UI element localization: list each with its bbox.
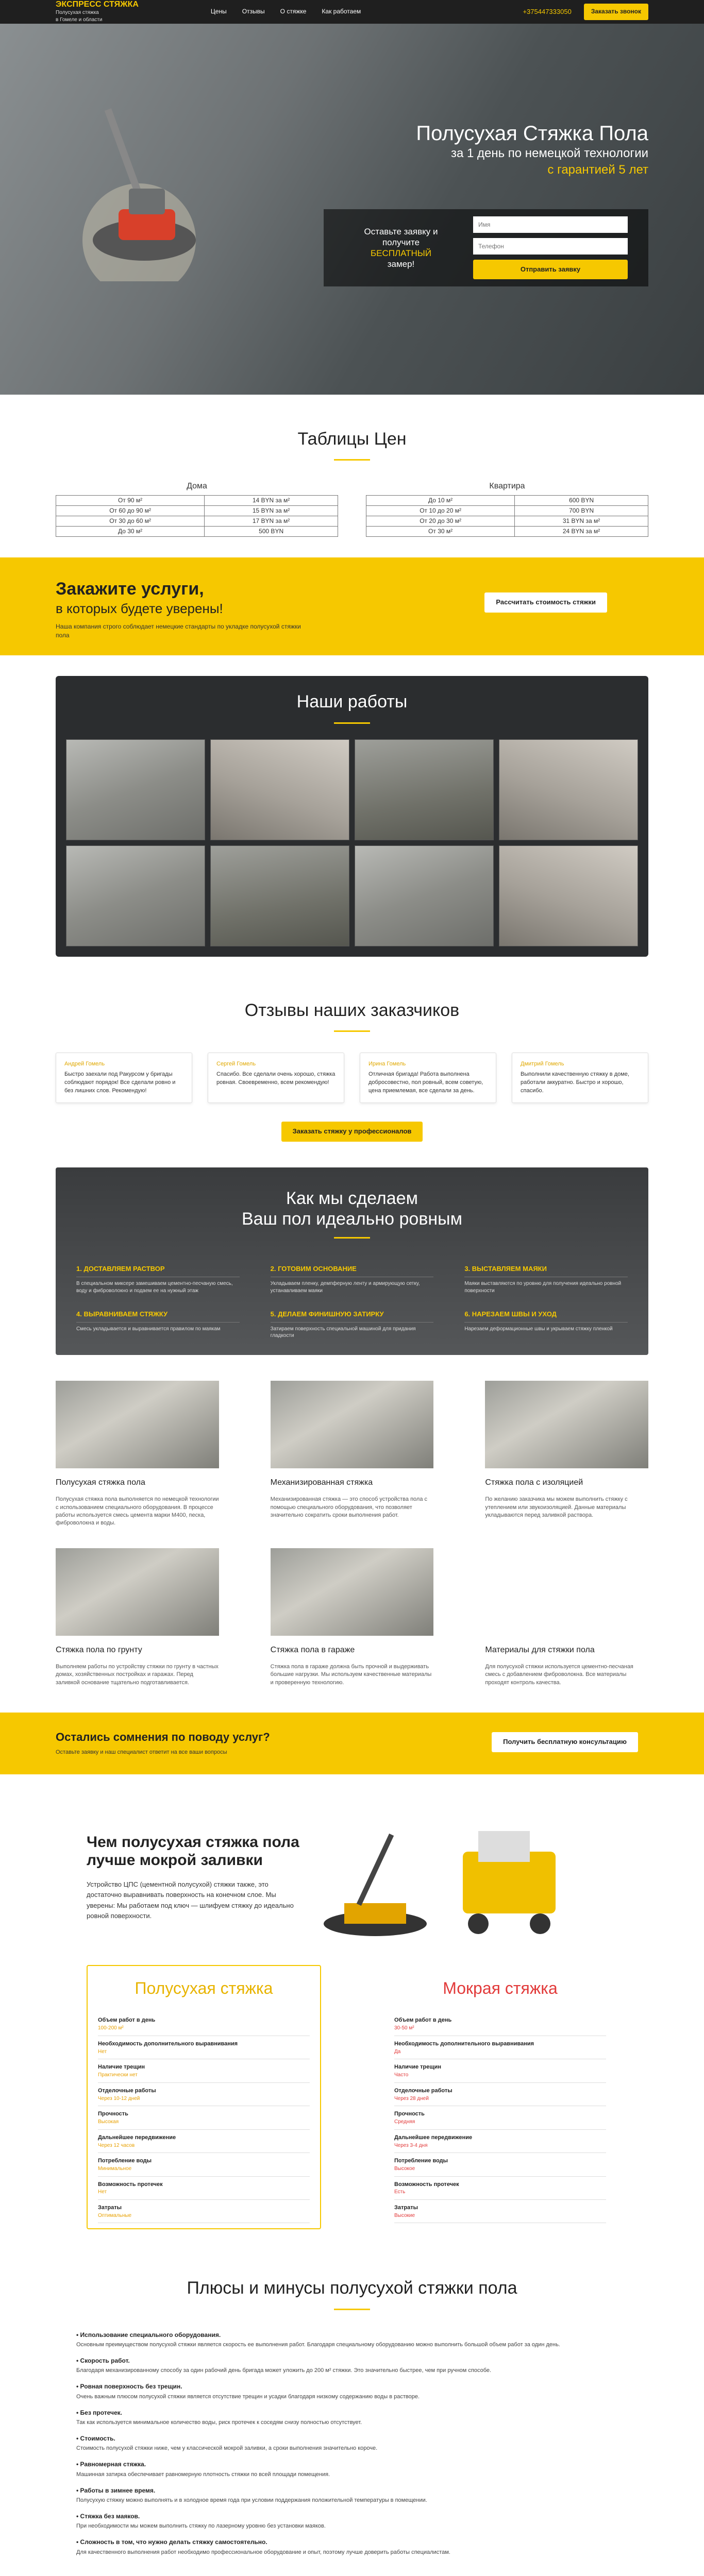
type-card bbox=[271, 1381, 434, 1528]
work-photo[interactable] bbox=[499, 845, 638, 946]
compare-row bbox=[394, 2153, 606, 2176]
type-title: Полусухая стяжка пола bbox=[56, 1478, 145, 1487]
price-cell: От 90 м² bbox=[56, 496, 205, 506]
pros-text: Для качественного выполнения работ необходимо профессиональное оборудование и опыт, поэтому лучше доверить работы специалистам. bbox=[76, 2549, 450, 2555]
review-author: Дмитрий Гомель bbox=[521, 1061, 564, 1067]
steps-list bbox=[76, 1264, 628, 1340]
compare-value: Средняя bbox=[394, 2119, 415, 2125]
compare-key: Затраты bbox=[98, 2204, 122, 2211]
compare-key: Прочность bbox=[394, 2111, 425, 2117]
compare-value: 100-200 м² bbox=[98, 2025, 124, 2031]
compare-value: Оптимальные bbox=[98, 2212, 132, 2218]
hero-section bbox=[0, 24, 704, 395]
compare-row bbox=[98, 2200, 310, 2223]
review-card bbox=[208, 1053, 344, 1103]
type-photo bbox=[485, 1548, 648, 1636]
review-text: Спасибо. Все сделали очень хорошо, стяжка ровная. Своевременно, всем рекомендую! bbox=[216, 1071, 336, 1086]
step-heading: 1. ДОСТАВЛЯЕМ РАСТВОР bbox=[76, 1264, 240, 1277]
semi-dry-title: Полусухая стяжка bbox=[135, 1979, 273, 1998]
compare-key: Наличие трещин bbox=[394, 2064, 442, 2071]
step-item bbox=[271, 1310, 434, 1340]
reviews-title: Отзывы наших заказчиков bbox=[244, 1000, 460, 1020]
pros-item bbox=[76, 2357, 628, 2375]
title-underline bbox=[334, 1030, 370, 1032]
compare-value: Есть bbox=[394, 2189, 406, 2195]
compare-key: Потребление воды bbox=[98, 2158, 152, 2164]
title-underline bbox=[334, 459, 370, 461]
pros-item bbox=[76, 2331, 628, 2349]
flat-price-table bbox=[366, 495, 648, 537]
type-card bbox=[56, 1548, 219, 1687]
price-cell: От 30 до 60 м² bbox=[56, 516, 205, 527]
price-cell: До 30 м² bbox=[56, 527, 205, 537]
types-list bbox=[56, 1381, 648, 1687]
compare-value: Через 12 часов bbox=[98, 2142, 135, 2148]
compare-value: Нет bbox=[98, 2048, 107, 2055]
price-cell: 14 BYN за м² bbox=[205, 496, 338, 506]
compare-row bbox=[394, 2059, 606, 2082]
compare-value: Практически нет bbox=[98, 2072, 138, 2078]
compare-key: Прочность bbox=[98, 2111, 128, 2117]
pros-item bbox=[76, 2434, 628, 2453]
compare-value: 30-50 м² bbox=[394, 2025, 414, 2031]
review-card bbox=[56, 1053, 192, 1103]
compare-value: Через 3-4 дня bbox=[394, 2142, 428, 2148]
order-title-1: Закажите услуги, bbox=[56, 579, 204, 599]
title-underline bbox=[334, 1237, 370, 1239]
compare-key: Отделочные работы bbox=[394, 2087, 452, 2094]
work-photo[interactable] bbox=[499, 739, 638, 840]
step-item bbox=[271, 1264, 434, 1294]
works-section bbox=[0, 655, 704, 982]
compare-row bbox=[394, 2106, 606, 2129]
site-header bbox=[0, 0, 704, 24]
lead-form bbox=[324, 209, 648, 286]
calc-cost-button[interactable]: Рассчитать стоимость стяжки bbox=[484, 592, 607, 613]
step-text: Затираем поверхность специальной машиной для придания гладкости bbox=[270, 1326, 416, 1339]
title-underline bbox=[334, 2309, 370, 2310]
steps-box bbox=[56, 1167, 648, 1355]
compare-intro bbox=[56, 1810, 648, 1944]
type-text: Полусухая стяжка пола выполняется по немецкой технологии с использованием специального оборудования. В процессе работы используется смесь цемента марки М400, песка, фиброволокна и воды. bbox=[56, 1496, 219, 1527]
type-photo bbox=[271, 1548, 434, 1636]
consult-text: Оставьте заявку и наш специалист ответит на все ваши вопросы bbox=[56, 1749, 227, 1755]
type-photo bbox=[271, 1381, 434, 1468]
trowel-machine-icon bbox=[313, 1810, 437, 1944]
step-item bbox=[76, 1310, 240, 1340]
compare-key: Необходимость дополнительного выравнивания bbox=[394, 2040, 534, 2047]
compare-text: Устройство ЦПС (цементной полусухой) стяжки также, это достаточно выравнивать поверхность на конечном слое. Мы уверены: Мы работаем под ключ — шлифуем стяжку до идеально ровной поверхности. bbox=[87, 1880, 294, 1920]
price-cell: От 10 до 20 м² bbox=[366, 506, 515, 516]
house-table-title: Дома bbox=[187, 482, 207, 491]
review-text: Выполнили качественную стяжку в доме, работали аккуратно. Быстро и хорошо, спасибо. bbox=[521, 1071, 629, 1094]
type-title: Стяжка пола по грунту bbox=[56, 1645, 142, 1654]
step-text: Укладываем пленку, демпферную ленту и армирующую сетку, устанавливаем маяки bbox=[270, 1281, 420, 1294]
wet-title: Мокрая стяжка bbox=[443, 1979, 558, 1998]
step-item bbox=[464, 1264, 628, 1294]
work-photo[interactable] bbox=[210, 739, 349, 840]
pros-heading: • Без протечек. bbox=[76, 2409, 122, 2416]
price-cell: От 20 до 30 м² bbox=[366, 516, 515, 527]
compare-value: Через 28 дней bbox=[394, 2095, 429, 2102]
compare-row bbox=[98, 2130, 310, 2153]
compare-value: Высокое bbox=[394, 2166, 415, 2172]
logo[interactable] bbox=[56, 1, 139, 23]
step-heading: 5. ДЕЛАЕМ ФИНИШНУЮ ЗАТИРКУ bbox=[271, 1310, 434, 1323]
price-cell: 600 BYN bbox=[515, 496, 648, 506]
house-table bbox=[56, 480, 338, 537]
work-photo[interactable] bbox=[66, 739, 205, 840]
compare-row bbox=[98, 2036, 310, 2059]
compare-key: Дальнейшее передвижение bbox=[98, 2134, 176, 2141]
compare-value: Да bbox=[394, 2048, 401, 2055]
semi-dry-column bbox=[87, 1965, 321, 2229]
form-caption-1: Оставьте заявку и bbox=[364, 226, 438, 236]
compare-row bbox=[394, 2083, 606, 2106]
work-photo[interactable] bbox=[355, 739, 494, 840]
type-title: Материалы для стяжки пола bbox=[485, 1645, 595, 1654]
form-fields bbox=[473, 216, 628, 280]
step-item bbox=[464, 1310, 628, 1340]
review-author: Ирина Гомель bbox=[368, 1061, 406, 1067]
compare-value: Минимальное bbox=[98, 2166, 132, 2172]
type-card bbox=[485, 1381, 648, 1528]
pros-text: При необходимости мы можем выполнить стяжку по лазерному уровню без установки маяков. bbox=[76, 2523, 326, 2530]
hero-subtitle: за 1 день по немецкой технологии bbox=[450, 146, 648, 160]
pros-text: Машинная затирка обеспечивает равномерную плотность стяжки по всей площади помещения. bbox=[76, 2471, 330, 2478]
price-cell: От 60 до 90 м² bbox=[56, 506, 205, 516]
work-photo[interactable] bbox=[66, 845, 205, 946]
pros-heading: • Сложность в том, что нужно делать стяжку самостоятельно. bbox=[76, 2538, 267, 2546]
price-cell: 15 BYN за м² bbox=[205, 506, 338, 516]
compare-key: Объем работ в день bbox=[98, 2017, 156, 2024]
prices-title: Таблицы Цен bbox=[297, 429, 407, 449]
steps-title-1: Как мы сделаем bbox=[286, 1188, 418, 1208]
table-row bbox=[366, 527, 648, 537]
pros-heading: • Стяжка без маяков. bbox=[76, 2512, 140, 2520]
pros-heading: • Стоимость. bbox=[76, 2435, 115, 2442]
pros-title: Плюсы и минусы полусухой стяжки пола bbox=[187, 2278, 517, 2298]
work-photo[interactable] bbox=[210, 845, 349, 946]
compare-value: Часто bbox=[394, 2072, 409, 2078]
pros-item bbox=[76, 2512, 628, 2531]
phone-input[interactable] bbox=[473, 238, 628, 255]
pros-item bbox=[76, 2409, 628, 2427]
flat-table bbox=[366, 480, 648, 537]
hero-title: Полусухая Стяжка Пола bbox=[416, 122, 648, 145]
works-box bbox=[56, 676, 648, 956]
logo-sub2: в Гомеле и области bbox=[56, 17, 103, 23]
hero-guarantee: с гарантией 5 лет bbox=[547, 163, 648, 177]
reviews-list bbox=[56, 1053, 648, 1103]
logo-text: ЭКСПРЕСС СТЯЖКА bbox=[56, 0, 139, 9]
compare-row bbox=[394, 2200, 606, 2223]
prices-section bbox=[0, 395, 704, 557]
wet-column bbox=[383, 1965, 617, 2229]
type-text: По желанию заказчика мы можем выполнить стяжку с утеплением или звукоизоляцией. Данные материалы укладываются перед заливкой раствора. bbox=[485, 1496, 628, 1518]
review-text: Отличная бригада! Работа выполнена добросовестно, пол ровный, всем советую, цена приемлемая, все сделали за день. bbox=[368, 1071, 483, 1094]
compare-key: Потребление воды bbox=[394, 2158, 448, 2164]
pros-heading: • Равномерная стяжка. bbox=[76, 2461, 146, 2468]
work-photo[interactable] bbox=[355, 845, 494, 946]
price-cell: До 10 м² bbox=[366, 496, 515, 506]
order-title-2: в которых будете уверены! bbox=[56, 601, 223, 617]
price-cell: 24 BYN за м² bbox=[515, 527, 648, 537]
compare-title: Чем полусухая стяжка пола лучше мокрой заливки bbox=[87, 1834, 299, 1869]
pros-section bbox=[0, 2250, 704, 2576]
price-cell: 17 BYN за м² bbox=[205, 516, 338, 527]
table-row bbox=[366, 506, 648, 516]
compare-key: Возможность протечек bbox=[394, 2181, 459, 2188]
compare-row bbox=[394, 2130, 606, 2153]
table-row bbox=[56, 506, 338, 516]
type-photo bbox=[56, 1381, 219, 1468]
types-section bbox=[0, 1370, 704, 1697]
pros-heading: • Ровная поверхность без трещин. bbox=[76, 2383, 182, 2391]
compare-value: Через 10-12 дней bbox=[98, 2095, 140, 2102]
type-title: Механизированная стяжка bbox=[270, 1478, 373, 1487]
compare-row bbox=[98, 2012, 310, 2036]
pros-heading: • Скорость работ. bbox=[76, 2357, 130, 2365]
review-card bbox=[360, 1053, 496, 1103]
name-input[interactable] bbox=[473, 216, 628, 233]
table-row bbox=[366, 516, 648, 527]
works-gallery bbox=[66, 739, 638, 946]
compare-row bbox=[394, 2012, 606, 2036]
nav-reviews[interactable]: Отзывы bbox=[242, 8, 265, 15]
nav-how[interactable]: Как работаем bbox=[322, 8, 361, 15]
compare-key: Дальнейшее передвижение bbox=[394, 2134, 473, 2141]
compare-row bbox=[98, 2177, 310, 2200]
pros-text: Очень важным плюсом полусухой стяжки является отсутствие трещин и усадки благодаря низкому содержанию воды в растворе. bbox=[76, 2393, 420, 2400]
step-heading: 3. ВЫСТАВЛЯЕМ МАЯКИ bbox=[464, 1264, 628, 1277]
type-title: Стяжка пола с изоляцией bbox=[485, 1478, 583, 1487]
pros-item bbox=[76, 2382, 628, 2401]
form-caption-2: получите bbox=[382, 237, 420, 247]
pros-text: Основным преимуществом полусухой стяжки является скорость ее выполнения работ. Благодаря специальному оборудованию можно выполнить большой объем работ за один день. bbox=[76, 2342, 560, 2348]
type-photo bbox=[56, 1548, 219, 1636]
step-heading: 2. ГОТОВИМ ОСНОВАНИЕ bbox=[271, 1264, 434, 1277]
house-price-table bbox=[56, 495, 338, 537]
pros-text: Полусухую стяжку можно выполнять и в холодное время года при условии поддержания положительной температуры в помещении. bbox=[76, 2497, 427, 2504]
logo-sub1: Полусухая стяжка bbox=[56, 10, 99, 15]
nav-about[interactable]: О стяжке bbox=[280, 8, 307, 15]
compare-intro-text bbox=[87, 1834, 303, 1921]
pros-item bbox=[76, 2486, 628, 2505]
pros-item bbox=[76, 2460, 628, 2479]
mixer-machine-icon bbox=[447, 1810, 571, 1944]
compare-key: Возможность протечек bbox=[98, 2181, 163, 2188]
compare-value: Высокие bbox=[394, 2212, 415, 2218]
table-row bbox=[56, 496, 338, 506]
compare-key: Отделочные работы bbox=[98, 2087, 156, 2094]
compare-value: Нет bbox=[98, 2189, 107, 2195]
pros-text: Так как используется минимальное количество воды, риск протечек к соседям снизу полностью отсутствует. bbox=[76, 2419, 362, 2426]
form-caption-4: замер! bbox=[387, 259, 415, 269]
type-text: Механизированная стяжка — это способ устройства пола с помощью специального оборудования, что позволяет значительно сократить сроки выполнения работ. bbox=[270, 1496, 427, 1518]
step-item bbox=[76, 1264, 240, 1294]
type-photo bbox=[485, 1381, 648, 1468]
steps-title-2: Ваш пол идеально ровным bbox=[242, 1209, 462, 1229]
type-card bbox=[485, 1548, 648, 1687]
compare-section bbox=[0, 1774, 704, 2250]
type-card bbox=[56, 1381, 219, 1528]
reviews-section bbox=[0, 982, 704, 1167]
price-cell: 31 BYN за м² bbox=[515, 516, 648, 527]
step-text: Нарезаем деформационные швы и укрываем стяжку пленкой bbox=[464, 1326, 613, 1332]
order-screed-button[interactable]: Заказать стяжку у профессионалов bbox=[281, 1122, 423, 1142]
compare-key: Затраты bbox=[394, 2204, 418, 2211]
compare-key: Необходимость дополнительного выравнивания bbox=[98, 2040, 238, 2047]
step-heading: 6. НАРЕЗАЕМ ШВЫ И УХОД bbox=[464, 1310, 628, 1323]
price-tables bbox=[56, 480, 648, 537]
review-author: Андрей Гомель bbox=[64, 1061, 105, 1067]
review-author: Сергей Гомель bbox=[216, 1061, 256, 1067]
compare-row bbox=[98, 2083, 310, 2106]
submit-button[interactable]: Отправить заявку bbox=[473, 260, 628, 280]
table-row bbox=[56, 516, 338, 527]
type-text: Стяжка пола в гараже должна быть прочной и выдерживать большие нагрузки. Мы используем качественные материалы и проверенную технологию. bbox=[270, 1663, 432, 1686]
consult-strip bbox=[0, 1713, 704, 1774]
compare-key: Наличие трещин bbox=[98, 2064, 145, 2071]
type-text: Для полусухой стяжки используется цементно-песчаная смесь с добавлением фиброволокна. Все материалы проходят контроль качества. bbox=[485, 1663, 633, 1686]
flat-table-title: Квартира bbox=[489, 482, 525, 491]
works-title: Наши работы bbox=[296, 692, 408, 712]
nav-prices[interactable]: Цены bbox=[210, 8, 227, 15]
step-text: Маяки выставляются по уровню для получения идеально ровной поверхности bbox=[464, 1281, 622, 1294]
price-cell: От 30 м² bbox=[366, 527, 515, 537]
floor-machine-icon bbox=[62, 86, 216, 281]
hero-text bbox=[416, 122, 648, 179]
compare-key: Объем работ в день bbox=[394, 2017, 452, 2024]
review-text: Быстро заехали под Ракурсом у бригады соблюдают порядок! Все сделали ровно и без лишних слов. Рекомендую! bbox=[64, 1071, 176, 1094]
pros-heading: • Использование специального оборудования. bbox=[76, 2331, 221, 2338]
consult-button[interactable]: Получить бесплатную консультацию bbox=[492, 1732, 638, 1752]
step-heading: 4. ВЫРАВНИВАЕМ СТЯЖКУ bbox=[76, 1310, 240, 1323]
form-caption-free: БЕСПЛАТНЫЙ bbox=[370, 248, 432, 258]
consult-title: Остались сомнения по поводу услуг? bbox=[56, 1731, 270, 1744]
steps-section bbox=[0, 1167, 704, 1370]
compare-columns bbox=[56, 1965, 648, 2229]
review-card bbox=[512, 1053, 648, 1103]
type-title: Стяжка пола в гараже bbox=[270, 1645, 355, 1654]
price-cell: 700 BYN bbox=[515, 506, 648, 516]
table-row bbox=[56, 527, 338, 537]
compare-row bbox=[98, 2059, 310, 2082]
pros-item bbox=[76, 2538, 628, 2556]
pros-text: Стоимость полусухой стяжки ниже, чем у классической мокрой заливки, а сроки выполнения значительно короче. bbox=[76, 2445, 378, 2452]
pros-list bbox=[76, 2331, 628, 2557]
compare-value: Высокая bbox=[98, 2119, 119, 2125]
order-strip bbox=[0, 557, 704, 655]
type-text: Выполняем работы по устройству стяжки по грунту в частных домах, хозяйственных постройках и гаражах. Перед заливкой основание тщательно подготавливается. bbox=[56, 1663, 219, 1686]
header-phone[interactable]: +375447333050 bbox=[523, 7, 572, 15]
compare-row bbox=[394, 2036, 606, 2059]
step-text: Смесь укладывается и выравнивается правилом по маякам bbox=[76, 1326, 221, 1332]
pros-text: Благодаря механизированному способу за один рабочий день бригада может уложить до 200 м² стяжки. Это значительно быстрее, чем при ручном способе. bbox=[76, 2367, 492, 2374]
price-cell: 500 BYN bbox=[205, 527, 338, 537]
type-card bbox=[271, 1548, 434, 1687]
compare-row bbox=[98, 2153, 310, 2176]
steps-title bbox=[76, 1188, 628, 1230]
main-nav bbox=[211, 7, 361, 16]
title-underline bbox=[334, 722, 370, 724]
step-text: В специальном миксере замешиваем цементно-песчаную смесь, воду и фиброволокно и подаем ее на нужный этаж bbox=[76, 1281, 233, 1294]
form-caption bbox=[344, 226, 458, 270]
compare-row bbox=[394, 2177, 606, 2200]
header-call-button[interactable]: Заказать звонок bbox=[584, 4, 648, 20]
compare-row bbox=[98, 2106, 310, 2129]
order-text: Наша компания строго соблюдает немецкие стандарты по укладке полусухой стяжки пола bbox=[56, 622, 301, 639]
pros-heading: • Работы в зимнее время. bbox=[76, 2486, 156, 2494]
table-row bbox=[366, 496, 648, 506]
